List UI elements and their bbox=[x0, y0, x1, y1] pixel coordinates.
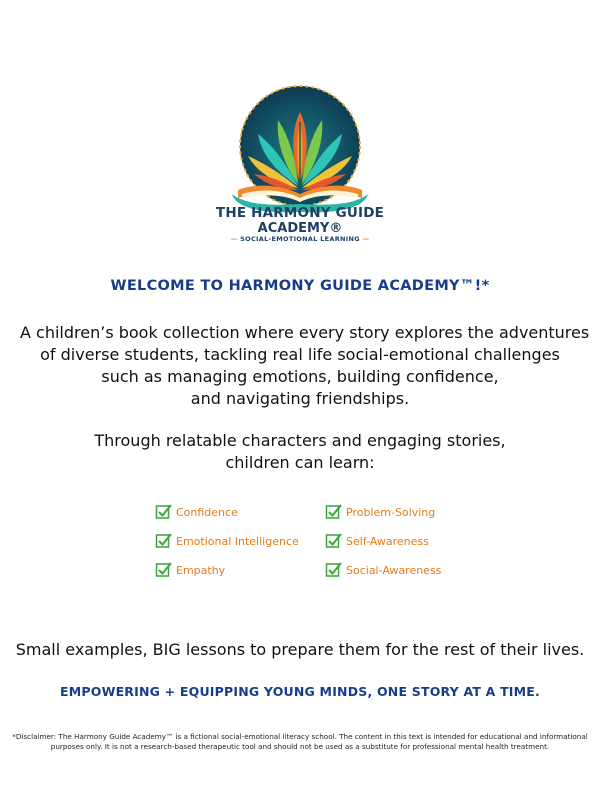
learn-paragraph bbox=[20, 430, 580, 474]
skill-item-social-awareness bbox=[325, 558, 441, 582]
skill-item-empathy bbox=[155, 558, 225, 582]
disclaimer-line: *Disclaimer: The Harmony Guide Academy™ is a fictional social-emotional literacy school. The content in this text is intended for educational and informational bbox=[12, 732, 588, 741]
learn-line: Through relatable characters and engaging stories, bbox=[94, 431, 506, 450]
intro-line: A children’s book collection where every story explores the adventures bbox=[20, 323, 590, 342]
logo-subtitle-text: SOCIAL-EMOTIONAL LEARNING bbox=[240, 235, 360, 243]
checkbox-check-icon bbox=[155, 561, 173, 579]
intro-line: and navigating friendships. bbox=[190, 389, 410, 408]
skill-label: Problem-Solving bbox=[346, 505, 436, 519]
skill-label: Emotional Intelligence bbox=[176, 534, 299, 548]
skill-item-self-awareness bbox=[325, 529, 429, 553]
skill-label: Empathy bbox=[176, 563, 226, 577]
checkbox-check-icon bbox=[155, 503, 173, 521]
skill-item-emotional-intelligence bbox=[155, 529, 299, 553]
logo-title bbox=[200, 206, 400, 236]
disclaimer-line: purposes only. It is not a research-based therapeutic tool and should not be used as a substitute for professional mental health treatment. bbox=[50, 742, 550, 751]
intro-paragraph bbox=[20, 322, 590, 410]
tagline: EMPOWERING + EQUIPPING YOUNG MINDS, ONE STORY AT A TIME. bbox=[60, 684, 540, 699]
skill-label: Social-Awareness bbox=[346, 563, 442, 577]
small-examples-line: Small examples, BIG lessons to prepare them for the rest of their lives. bbox=[15, 640, 585, 659]
checkbox-check-icon bbox=[325, 532, 343, 550]
welcome-heading: WELCOME TO HARMONY GUIDE ACADEMY™!* bbox=[110, 278, 490, 294]
checkbox-check-icon bbox=[325, 561, 343, 579]
intro-line: such as managing emotions, building confidence, bbox=[101, 367, 499, 386]
skill-label: Confidence bbox=[176, 505, 238, 519]
disclaimer bbox=[8, 732, 592, 752]
skill-label: Self-Awareness bbox=[346, 534, 429, 548]
checkbox-check-icon bbox=[155, 532, 173, 550]
learn-line: children can learn: bbox=[225, 453, 375, 472]
intro-line: of diverse students, tackling real life social-emotional challenges bbox=[40, 345, 560, 364]
skill-item-confidence bbox=[155, 500, 238, 524]
logo-title-line2: ACADEMY® bbox=[257, 221, 343, 236]
skill-item-problem-solving bbox=[325, 500, 435, 524]
logo-title-line1: THE HARMONY GUIDE bbox=[215, 205, 385, 221]
checkbox-check-icon bbox=[325, 503, 343, 521]
logo-subtitle: — SOCIAL-EMOTIONAL LEARNING — bbox=[230, 235, 370, 243]
